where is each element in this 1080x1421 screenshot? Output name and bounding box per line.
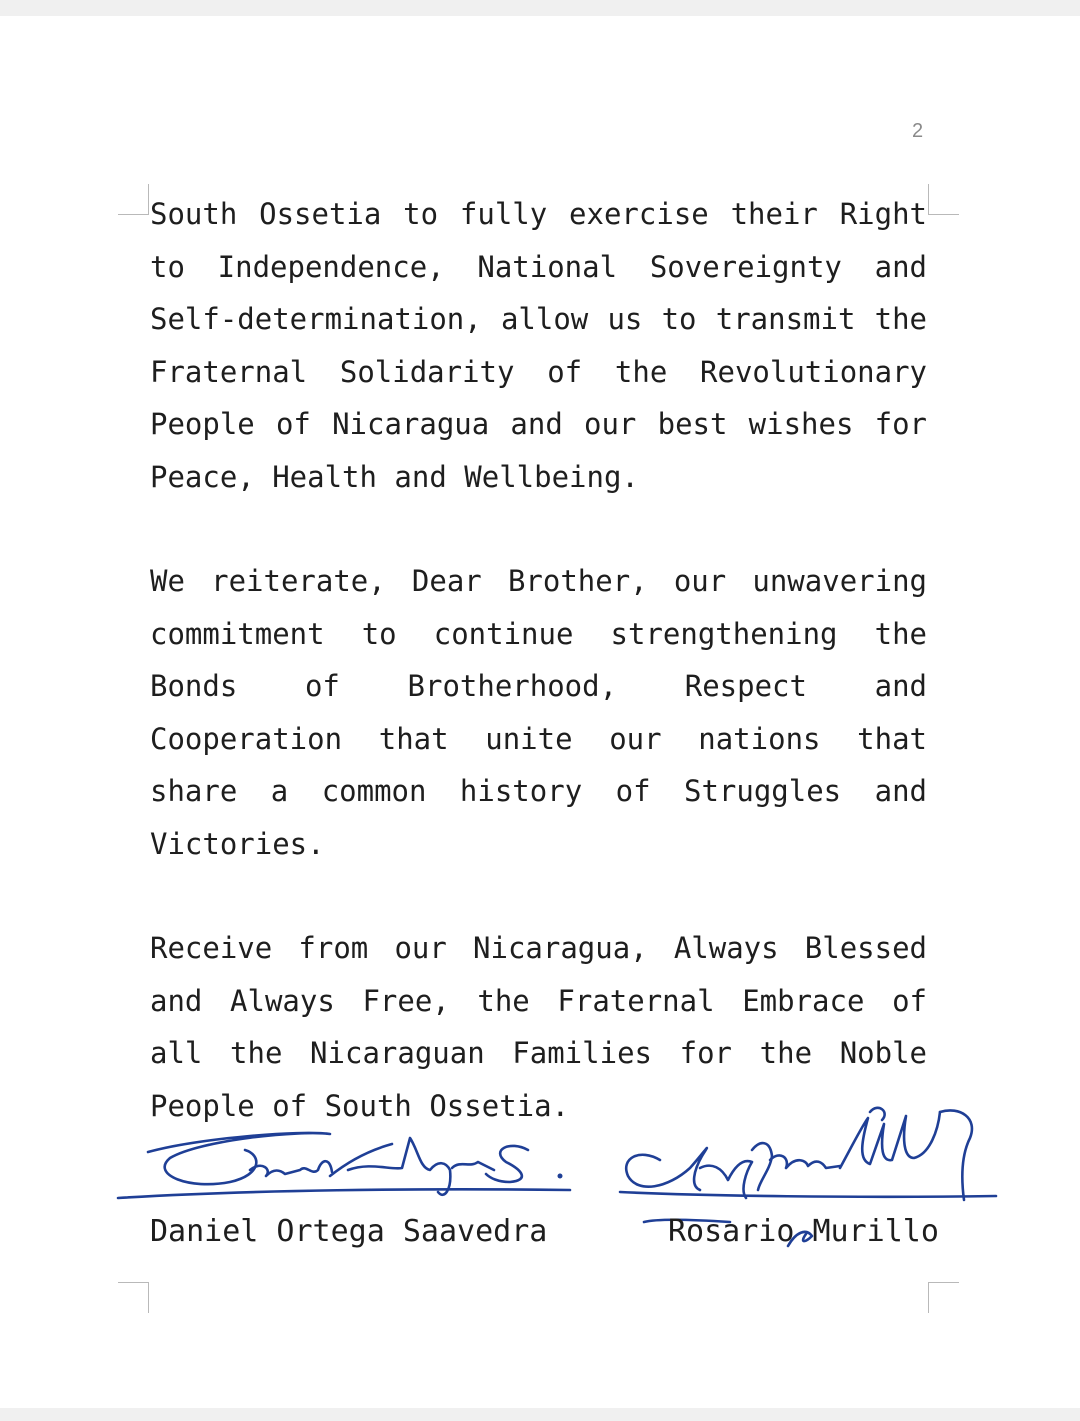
margin-corner-mark-top-right [928, 184, 959, 215]
margin-corner-mark-bottom-left [118, 1282, 149, 1313]
margin-corner-mark-bottom-right [928, 1282, 959, 1313]
signer-name-2: Rosario Murillo [668, 1214, 939, 1249]
signer-name-1: Daniel Ortega Saavedra [150, 1214, 548, 1249]
body-paragraph: We reiterate, Dear Brother, our unwavering commitment to continue strengthening the Bonds of Brotherhood, Respect and Cooperation that unite our nations that share a common history of Struggles and Victories. [150, 564, 927, 861]
page-number: 2 [912, 120, 924, 142]
body-paragraph: Receive from our Nicaragua, Always Blessed and Always Free, the Fraternal Embrace of all the Nicaraguan Families for the Noble People of South Ossetia. [150, 931, 927, 1123]
margin-corner-mark-top-left [118, 184, 149, 215]
letter-body [150, 188, 927, 1132]
body-paragraph: South Ossetia to fully exercise their Right to Independence, National Sovereignty and Self-determination, allow us to transmit the Fraternal Solidarity of the Revolutionary People of Nicaragua and our best wishes for Peace, Health and Wellbeing. [150, 197, 927, 494]
